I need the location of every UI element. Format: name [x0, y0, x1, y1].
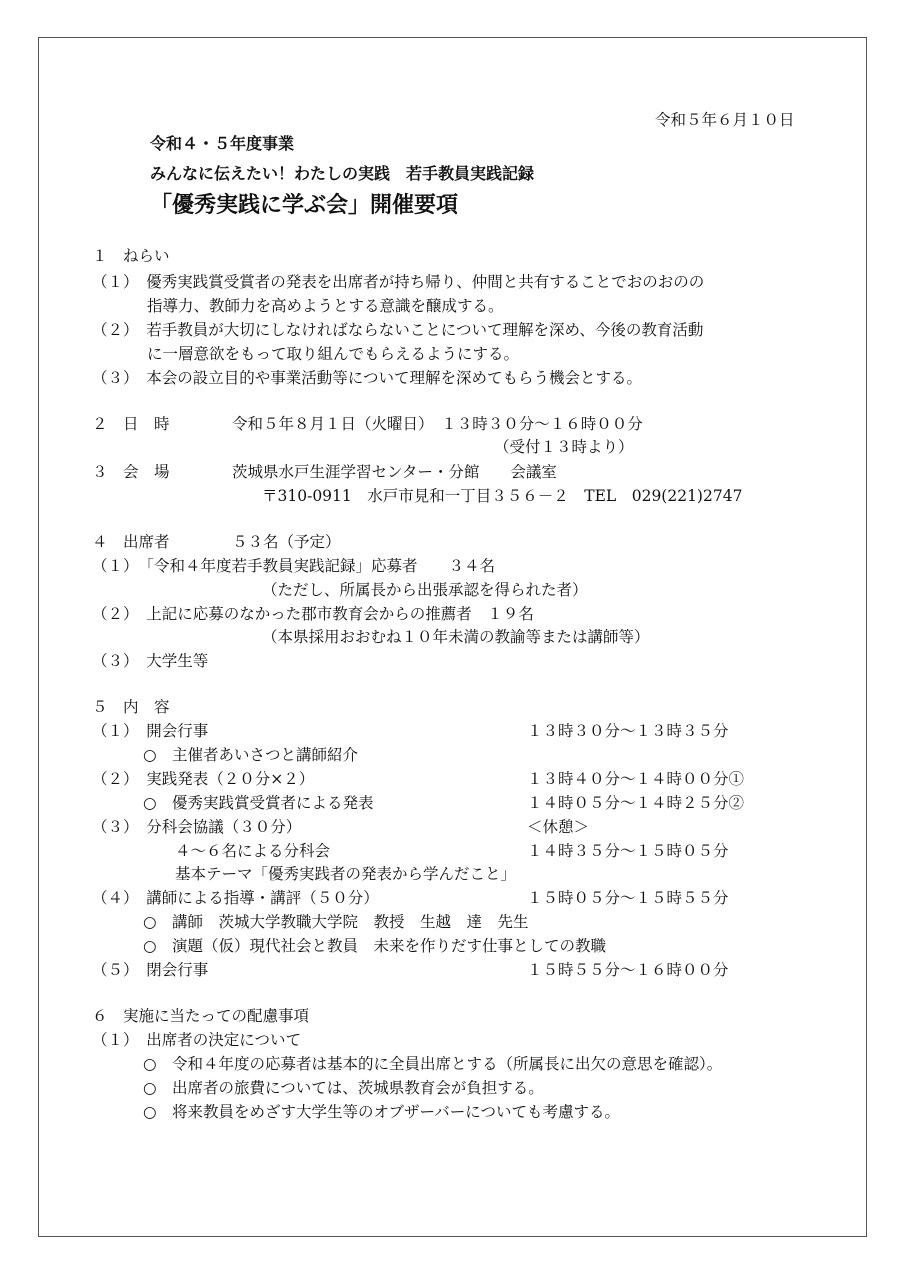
consideration-1: （１） 出席者の決定について — [92, 1031, 301, 1049]
attendee-group-2-note: （本県採用おおむね１０年未満の教諭等または講師等） — [262, 628, 650, 646]
program-2-detail-time: １４時０５分～１４時２５分② — [527, 794, 745, 812]
program-1: （１） 開会行事 — [92, 722, 209, 740]
aim-2-line2: に一層意欲をもって取り組んでもらえるようにする。 — [147, 345, 520, 363]
program-1-time: １３時３０分～１３時３５分 — [527, 722, 729, 740]
reception-time: （受付１３時より） — [494, 438, 634, 456]
consideration-bullet-3: ○ 将来教員をめざす大学生等のオブザーバーについても考慮する。 — [143, 1103, 620, 1121]
lecture-topic: ○ 演題（仮）現代社会と教員 未来を作りだす仕事としての教職 — [143, 937, 607, 955]
venue-address: 〒310-0911 水戸市見和一丁目３５６－２ TEL 029(221)2747 — [262, 487, 743, 505]
attendee-count: ５３名（予定） — [232, 533, 341, 551]
program-1-detail: ○ 主催者あいさつと講師紹介 — [143, 746, 359, 764]
project-subtitle: みんなに伝えたい！わたしの実践 若手教員実践記録 — [150, 164, 535, 183]
break-label: ＜休憩＞ — [527, 818, 590, 836]
attendee-group-1-note: （ただし、所属長から出張承認を得られた者） — [262, 581, 588, 599]
aim-1-line2: 指導力、教師力を高めようとする意識を醸成する。 — [147, 297, 504, 315]
issue-date: 令和５年６月１０日 — [655, 111, 795, 129]
document-title: 「優秀実践に学ぶ会」開催要項 — [150, 193, 459, 218]
venue-name: 茨城県水戸生涯学習センター・分館 会議室 — [232, 463, 557, 481]
program-3-detail: ４～６名による分科会 — [175, 842, 331, 860]
program-2-detail: ○ 優秀実践賞受賞者による発表 — [143, 794, 374, 812]
section-4-title: ４ 出席者 — [92, 533, 170, 551]
program-2-time: １３時４０分～１４時００分① — [527, 770, 745, 788]
section-5-title: ５ 内 容 — [92, 698, 170, 716]
project-year: 令和４・５年度事業 — [150, 134, 295, 153]
program-3-theme: 基本テーマ「優秀実践者の発表から学んだこと」 — [175, 865, 517, 883]
attendee-group-1: （１） 「令和４年度若手教員実践記録」応募者 ３４名 — [92, 557, 496, 575]
lecturer: ○ 講師 茨城大学教職大学院 教授 生越 達 先生 — [143, 913, 529, 931]
consideration-bullet-1: ○ 令和４年度の応募者は基本的に全員出席とする（所属長に出欠の意思を確認）。 — [143, 1055, 723, 1073]
attendee-group-3: （３） 大学生等 — [92, 652, 209, 670]
section-6-title: ６ 実施に当たっての配慮事項 — [92, 1007, 310, 1025]
section-2-title: ２ 日 時 — [92, 415, 170, 433]
event-datetime: 令和５年８月１日（火曜日） １３時３０分～１６時００分 — [232, 415, 643, 433]
section-1-title: １ ねらい — [92, 247, 170, 265]
attendee-group-2: （２） 上記に応募のなかった郡市教育会からの推薦者 １９名 — [92, 605, 534, 623]
program-5-time: １５時５５分～１６時００分 — [527, 961, 729, 979]
aim-2-line1: （２） 若手教員が大切にしなければならないことについて理解を深め、今後の教育活動 — [92, 321, 704, 339]
aim-1-line1: （１） 優秀実践賞受賞者の発表を出席者が持ち帰り、仲間と共有することでおのおのの — [92, 273, 705, 291]
program-3-time: １４時３５分～１５時０５分 — [527, 842, 729, 860]
program-4: （４） 講師による指導・講評（５０分） — [92, 889, 379, 907]
aim-3: （３） 本会の設立目的や事業活動等について理解を深めてもらう機会とする。 — [92, 369, 642, 387]
program-2: （２） 実践発表（２０分×２） — [92, 770, 315, 788]
program-4-time: １５時０５分～１５時５５分 — [527, 889, 729, 907]
consideration-bullet-2: ○ 出席者の旅費については、茨城県教育会が負担する。 — [143, 1079, 544, 1097]
program-5: （５） 閉会行事 — [92, 961, 209, 979]
section-3-title: ３ 会 場 — [92, 463, 170, 481]
program-3: （３） 分科会協議（３０分） — [92, 818, 302, 836]
